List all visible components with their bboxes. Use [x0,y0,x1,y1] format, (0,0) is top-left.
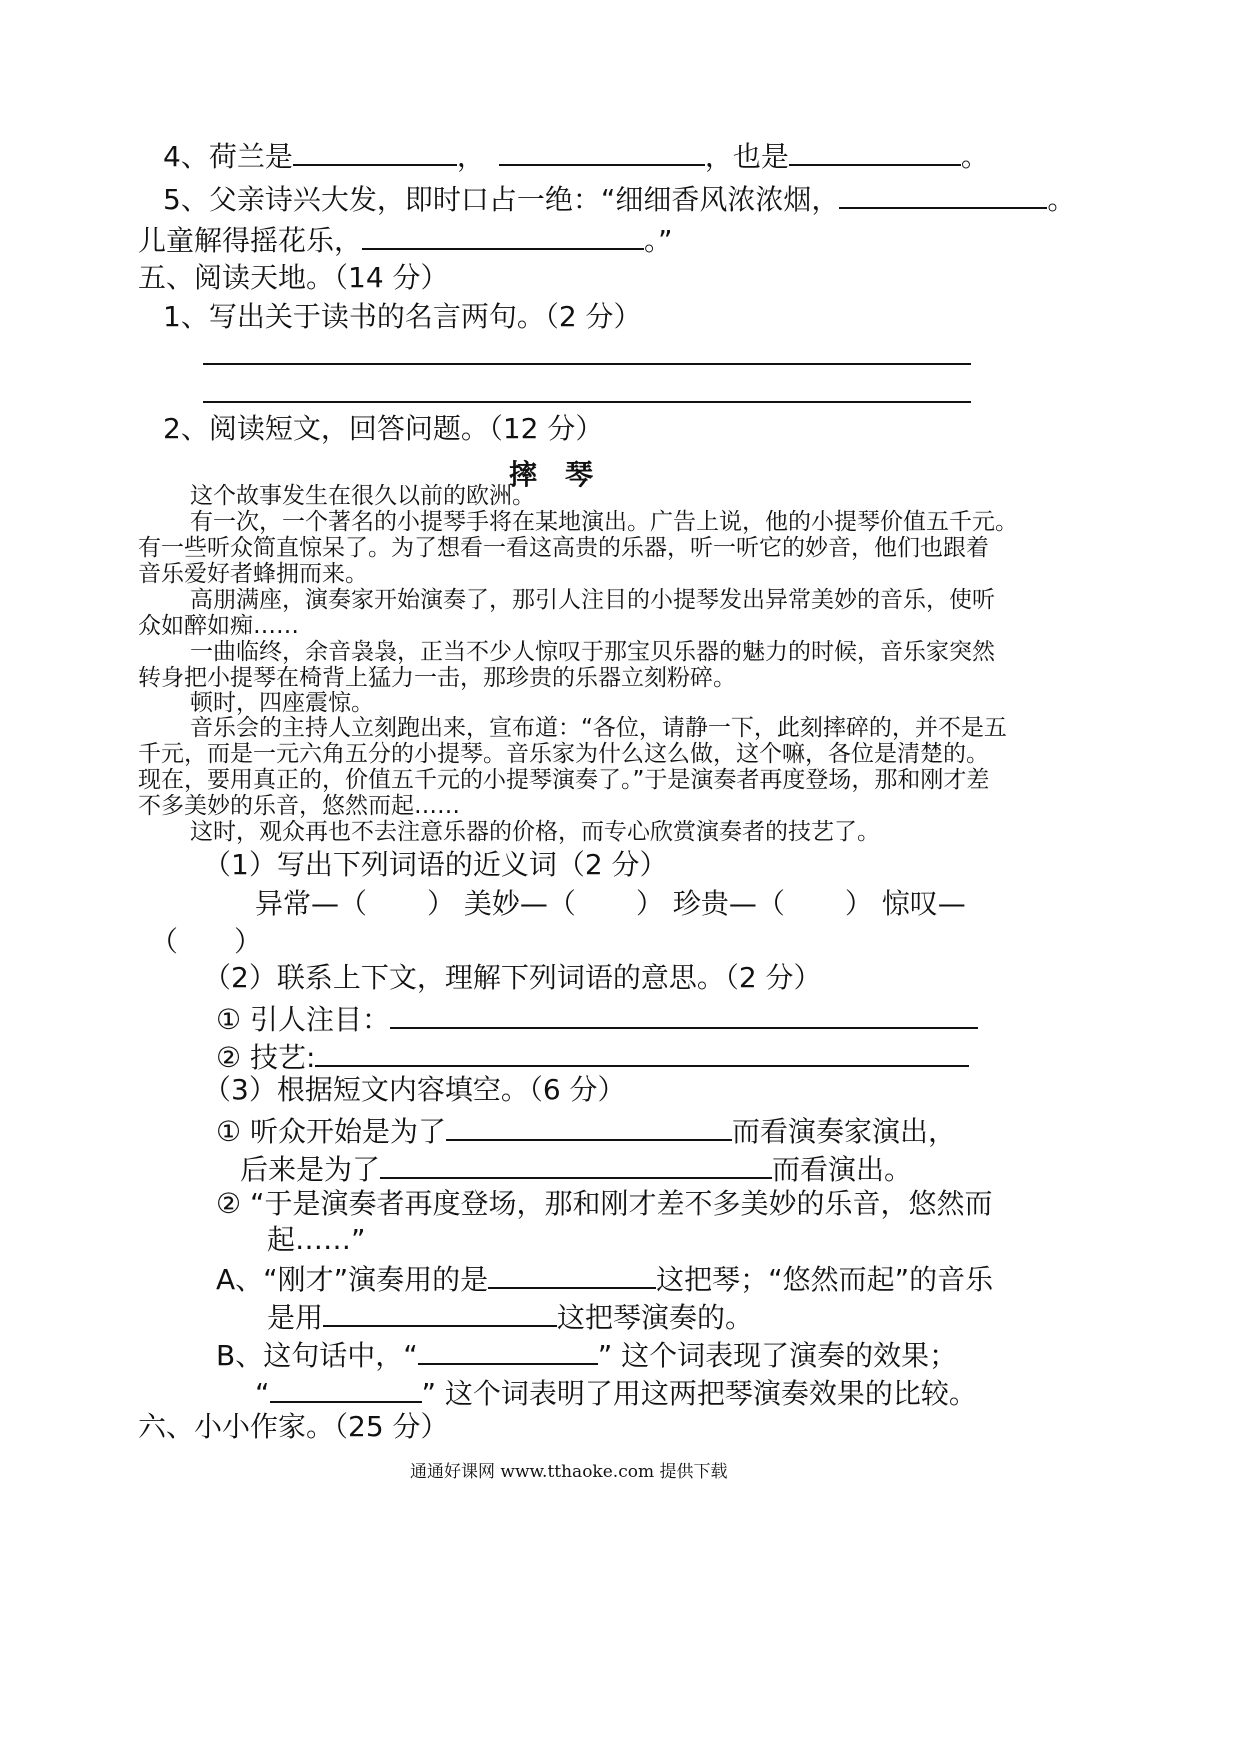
passage-line: 这时，观众再也不去注意乐器的价格，而专心欣赏演奏者的技艺了。 [190,819,880,845]
passage-line: 不多美妙的乐音，悠然而起…… [138,793,460,819]
passage-line: 音乐爱好者蜂拥而来。 [138,561,368,587]
sub-q3-item-1: ① 听众开始是为了 而看演奏家演出， [216,1115,957,1148]
passage-line: 高朋满座，演奏家开始演奏了，那引人注目的小提琴发出异常美妙的音乐，使听 [190,587,995,613]
sub-q3-blank-B1[interactable] [418,1339,598,1365]
sub-q2-blank-1[interactable] [390,1003,978,1029]
passage-line: 音乐会的主持人立刻跑出来，宣布道：“各位，请静一下，此刻摔碎的，并不是五 [190,715,1007,741]
passage-line: 现在，要用真正的，价值五千元的小提琴演奏了。”于是演奏者再度登场，那和刚才差 [138,767,990,793]
passage-line: 有一次，一个著名的小提琴手将在某地演出。广告上说，他的小提琴价值五千元。 [190,509,1018,535]
answer-line-2[interactable] [203,401,971,403]
q4-line: 4、荷兰是 ， ，也是 。 [163,140,989,173]
answer-line-1[interactable] [203,363,971,365]
q5-blank-1[interactable] [839,183,1047,209]
section-5-q2: 2、阅读短文，回答问题。（12 分） [163,412,604,445]
q5-blank-2[interactable] [362,224,644,250]
sub-q3-blank-B2[interactable] [270,1377,422,1403]
sub-q3-item-2b: 起……” [267,1223,366,1256]
passage-line: 千元，而是一元六角五分的小提琴。音乐家为什么这么做，这个嘛，各位是清楚的。 [138,741,989,767]
passage-line: 一曲临终，余音袅袅，正当不少人惊叹于那宝贝乐器的魅力的时候，音乐家突然 [190,639,995,665]
synonym-row-2: （ ） [150,925,263,958]
passage-line: 转身把小提琴在椅背上猛力一击，那珍贵的乐器立刻粉碎。 [138,665,736,691]
section-5-title: 五、阅读天地。（14 分） [138,261,449,294]
synonym-row: 异常—（ ） 美妙—（ ） 珍贵—（ ） 惊叹— [255,887,966,920]
section-6-title: 六、小小作家。（25 分） [138,1410,449,1443]
sub-q1: （1）写出下列词语的近义词（2 分） [203,848,668,881]
sub-q3-blank-A2[interactable] [323,1301,557,1327]
q5-line-1: 5、父亲诗兴大发，即时口占一绝：“细细香风浓浓烟， 。 [163,183,1076,216]
sub-q3-item-2: ② “于是演奏者再度登场，那和刚才差不多美妙的乐音，悠然而 [216,1187,993,1220]
sub-q2: （2）联系上下文，理解下列词语的意思。（2 分） [203,961,822,994]
sub-q3-blank-1[interactable] [446,1115,732,1141]
passage-line: 有一些听众简直惊呆了。为了想看一看这高贵的乐器，听一听它的妙音，他们也跟着 [138,535,989,561]
passage-line: 顿时，四座震惊。 [190,690,374,716]
sub-q3-item-A2: 是用 这把琴演奏的。 [267,1301,754,1334]
sub-q3-blank-A1[interactable] [488,1263,656,1289]
page-footer: 通通好课网 www.tthaoke.com 提供下载 [410,1462,728,1482]
passage-line: 这个故事发生在很久以前的欧洲。 [190,483,535,509]
q4-blank-3[interactable] [789,140,961,166]
sub-q2-blank-2[interactable] [315,1041,969,1067]
sub-q2-item-2: ② 技艺: [216,1041,969,1072]
passage-title: 摔琴 [509,458,622,491]
q5-line-2: 儿童解得摇花乐， 。” [138,224,673,257]
sub-q3-item-1b: 后来是为了 而看演出。 [240,1153,913,1186]
sub-q3-blank-2[interactable] [380,1153,772,1179]
sub-q3-item-A: A、“刚才”演奏用的是 这把琴；“悠然而起”的音乐 [216,1263,994,1296]
passage-line: 众如醉如痴…… [138,613,299,639]
section-5-q1: 1、写出关于读书的名言两句。（2 分） [163,300,642,333]
sub-q3-item-B: B、这句话中，“ ” 这个词表现了演奏的效果； [216,1339,958,1372]
q4-blank-2[interactable] [499,140,705,166]
sub-q2-item-1: ① 引人注目： [216,1003,978,1034]
sub-q3: （3）根据短文内容填空。（6 分） [203,1073,626,1106]
q4-blank-1[interactable] [293,140,457,166]
sub-q3-item-B2: “ ” 这个词表明了用这两把琴演奏效果的比较。 [255,1377,977,1410]
